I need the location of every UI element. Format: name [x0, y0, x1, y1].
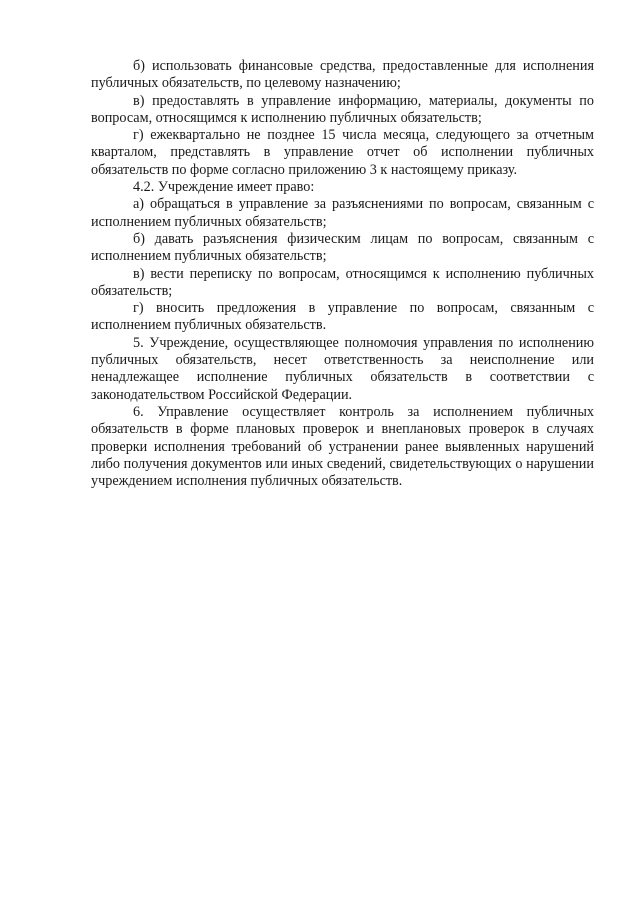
paragraph-give-clarifications: б) давать разъяснения физическим лицам по вопросам, связанным с исполнением публичных обязательств; — [91, 230, 594, 265]
paragraph-rights-heading: 4.2. Учреждение имеет право: — [133, 179, 315, 196]
paragraph-request-clarifications: а) обращаться в управление за разъяснениями по вопросам, связанным с исполнением публичных обязательств; — [91, 196, 594, 230]
paragraph-correspondence: в) вести переписку по вопросам, относящимся к исполнению публичных обязательств; — [91, 265, 594, 299]
document-body — [91, 58, 594, 490]
paragraph-submit-proposals: г) вносить предложения в управление по вопросам, связанным с исполнением публичных обязательств. — [91, 300, 594, 334]
paragraph-provide-information: в) предоставлять в управление информацию, материалы, документы по вопросам, относящимся к исполнению публичных обязательств; — [91, 92, 594, 126]
paragraph-responsibility: 5. Учреждение, осуществляющее полномочия управления по исполнению публичных обязательств, несет ответственность за неисполнение или ненадлежащее исполнение публичных обязательств в соответствии с законодательством Российской Федерации. — [91, 334, 594, 403]
paragraph-quarterly-report: г) ежеквартально не позднее 15 числа месяца, следующего за отчетным кварталом, представлять в управление отчет об исполнении публичных обязательств по форме согласно приложению 3 к настоящему приказу. — [91, 127, 594, 178]
paragraph-control: 6. Управление осуществляет контроль за исполнением публичных обязательств в форме плановых проверок и внеплановых проверок в случаях проверки исполнения требований об устранении ранее выявленных нарушений либо получения документов или иных сведений, свидетельствующих о нарушении учреждением исполнения публичных обязательств. — [91, 403, 594, 490]
paragraph-use-funds: б) использовать финансовые средства, предоставленные для исполнения публичных обязательств, по целевому назначению; — [91, 58, 594, 92]
